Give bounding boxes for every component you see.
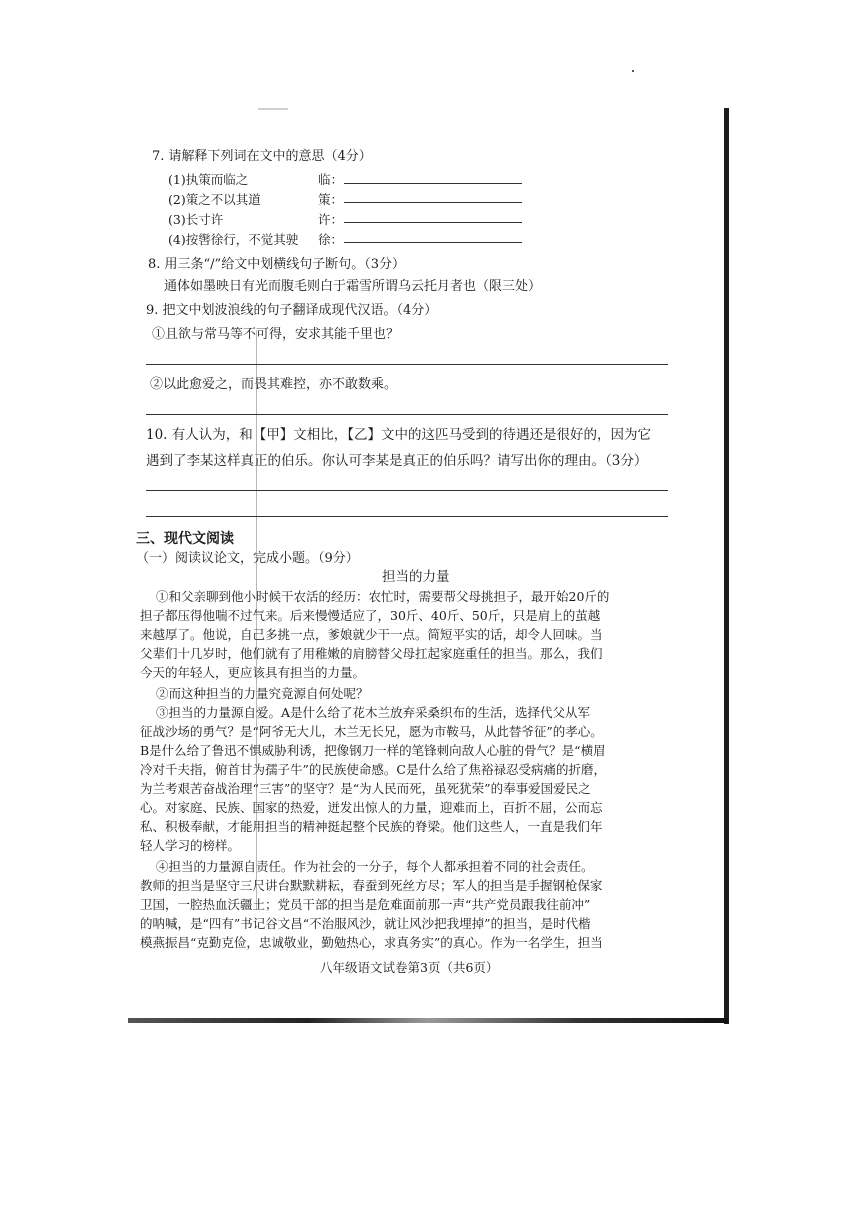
page-footer: 八年级语文试卷第3页（共6页） — [320, 960, 499, 975]
essay-line: ②而这种担当的力量究竟源自何处呢？ — [156, 686, 369, 701]
q7-item-1: (1)执策而临之 — [168, 172, 249, 187]
essay-line: 轻人学习的榜样。 — [140, 838, 241, 853]
q9-answer-line-1[interactable] — [146, 364, 668, 365]
q7-item-3: (3)长寸许 — [168, 212, 224, 227]
q7-prompt: 7. 请解释下列词在文中的意思（4分） — [152, 149, 372, 164]
q10-line-2: 遇到了李某这样真正的伯乐。你认可李某是真正的伯乐吗？请写出你的理由。（3分） — [146, 453, 648, 469]
q7-blank-3[interactable] — [344, 222, 522, 223]
essay-line: 为兰考艰苦奋战治理“三害”的坚守？是“为人民而死，虽死犹荣”的奉事爱国爱民之 — [140, 781, 591, 796]
section3-subheading: （一）阅读议论文，完成小题。（9分） — [136, 551, 359, 566]
essay-line: ①和父亲聊到他小时候干农活的经历：农忙时，需要帮父母挑担子，最开始20斤的 — [156, 589, 610, 604]
essay-line: 征战沙场的勇气？是“阿爷无大儿，木兰无长兄，愿为市鞍马，从此替爷征”的孝心。 — [140, 724, 603, 739]
q7-blank-2[interactable] — [344, 202, 522, 203]
q7-blank-1[interactable] — [344, 183, 522, 184]
essay-line: ③担当的力量源自爱。A是什么给了花木兰放弃采桑织布的生活，选择代父从军 — [156, 705, 591, 720]
section3-heading: 三、现代文阅读 — [136, 531, 234, 547]
q10-line-1: 10. 有人认为，和【甲】文相比，【乙】文中的这匹马受到的待遇还是很好的，因为它 — [146, 427, 652, 443]
q7-item-4: (4)按辔徐行，不觉其驶 — [168, 232, 299, 247]
q10-answer-line-2[interactable] — [146, 516, 668, 517]
scan-speck — [632, 70, 634, 72]
scan-edge-bottom — [128, 1018, 728, 1023]
q7-char-2: 策： — [318, 192, 344, 207]
essay-line: 担子都压得他喘不过气来。后来慢慢适应了，30斤、40斤、50斤，只是肩上的茧越 — [140, 608, 601, 623]
q9-sentence-1: ①且欲与常马等不可得，安求其能千里也？ — [152, 327, 400, 342]
essay-line: 父辈们十几岁时，他们就有了用稚嫩的肩膀替父母扛起家庭重任的担当。那么，我们 — [140, 646, 603, 661]
essay-line: 教师的担当是坚守三尺讲台默默耕耘，春蚕到死丝方尽；军人的担当是手握钢枪保家 — [140, 878, 603, 893]
q7-char-3: 许： — [318, 212, 344, 227]
essay-line: 冷对千夫指，俯首甘为孺子牛”的民族使命感。C是什么给了焦裕禄忍受病痛的折磨， — [140, 762, 606, 777]
essay-line: 卫国，一腔热血沃疆土；党员干部的担当是危难面前那一声“共产党员跟我往前冲” — [140, 897, 591, 912]
essay-line: 心。对家庭、民族、国家的热爱，迸发出惊人的力量，迎难而上，百折不屈，公而忘 — [140, 800, 603, 815]
q7-blank-4[interactable] — [344, 242, 522, 243]
scan-mark — [258, 108, 288, 110]
q8-prompt: 8. 用三条“/”给文中划横线句子断句。（3分） — [148, 257, 405, 272]
essay-line: 来越厚了。他说，自己多挑一点，爹娘就少干一点。简短平实的话，却令人回味。当 — [140, 627, 603, 642]
q9-answer-line-2[interactable] — [146, 414, 668, 415]
q8-sentence: 通体如墨映日有光而腹毛则白于霜雪所谓乌云托月者也（限三处） — [164, 279, 542, 294]
q7-char-4: 徐： — [318, 232, 344, 247]
essay-title: 担当的力量 — [382, 569, 450, 585]
essay-line: 今天的年轻人，更应该具有担当的力量。 — [140, 665, 366, 680]
essay-line: ④担当的力量源自责任。作为社会的一分子，每个人都承担着不同的社会责任。 — [156, 859, 594, 874]
scan-edge-right — [724, 108, 729, 1024]
essay-line: 的呐喊，是“四有”书记谷文昌“不治服风沙，就让风沙把我埋掉”的担当，是时代楷 — [140, 916, 591, 931]
q9-sentence-2: ②以此愈爱之，而畏其难控，亦不敢数乘。 — [150, 377, 398, 392]
q7-item-2: (2)策之不以其道 — [168, 192, 261, 207]
q7-char-1: 临： — [318, 172, 344, 187]
essay-line: 私、积极奉献，才能用担当的精神挺起整个民族的脊梁。他们这些人，一直是我们年 — [140, 819, 603, 834]
essay-line: 模燕振昌“克勤克俭，忠诚敬业，勤勉热心，求真务实”的真心。作为一名学生，担当 — [140, 935, 603, 950]
essay-line: B是什么给了鲁迅不惧威胁利诱，把像钢刀一样的笔锋刺向敌人心脏的骨气？是“横眉 — [140, 743, 606, 758]
q10-answer-line-1[interactable] — [146, 490, 668, 491]
q9-prompt: 9. 把文中划波浪线的句子翻译成现代汉语。（4分） — [146, 303, 438, 318]
